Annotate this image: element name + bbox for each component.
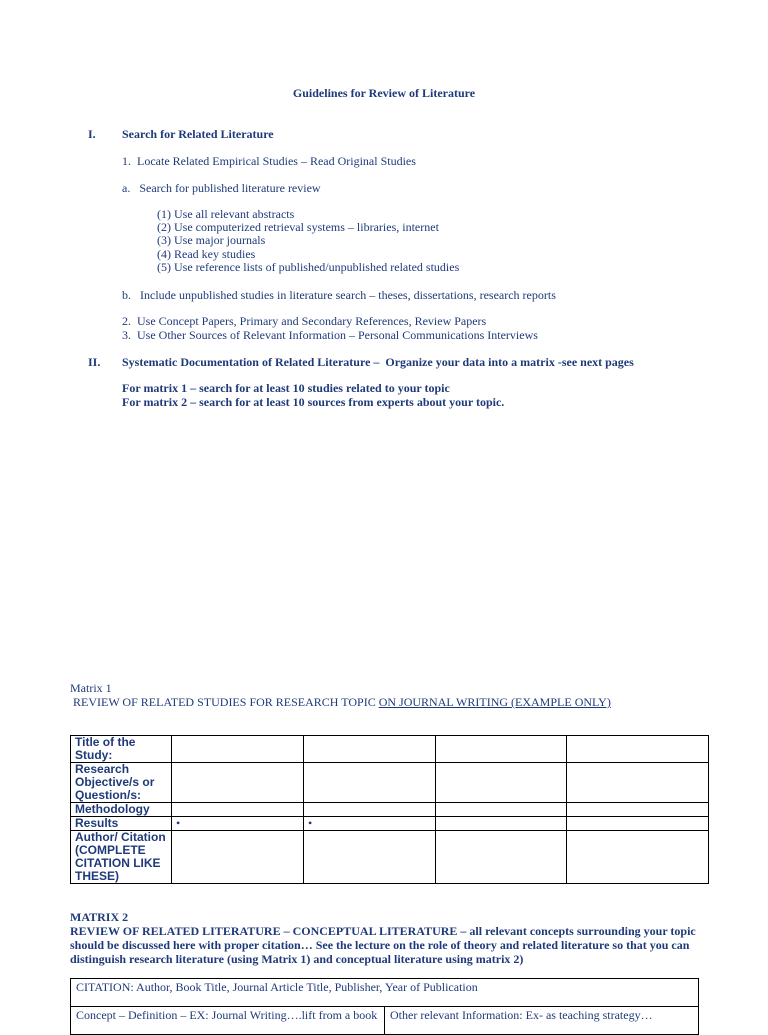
matrix-2-description: REVIEW OF RELATED LITERATURE – CONCEPTUAL LITERATURE – all relevant concepts surrounding your topic should be discussed here with proper citation… See the lecture on the role of theory and related literature so that you can distinguish research literature (using Matrix 1) and conceptual literature using matrix 2): [70, 924, 696, 966]
row-header-methodology: Methodology: [71, 803, 172, 817]
row-header-objectives: Research Objective/s or Question/s:: [71, 763, 172, 803]
list-item-b: b. Include unpublished studies in literature search – theses, dissertations, research reports: [122, 288, 556, 302]
table-row-results: [71, 817, 709, 831]
page-title: Guidelines for Review of Literature: [292, 86, 476, 100]
table-cell: [172, 831, 304, 884]
table-cell: [567, 831, 709, 884]
section-2-heading: Systematic Documentation of Related Literature – Organize your data into a matrix -see next pages: [122, 355, 634, 369]
table-cell: [304, 763, 436, 803]
section-2-numeral: II.: [88, 355, 101, 369]
matrix-1-table: [70, 735, 709, 884]
sub-item-3: (3) Use major journals: [157, 233, 266, 248]
citation-row: CITATION: Author, Book Title, Journal Article Title, Publisher, Year of Publication: [71, 979, 699, 1007]
list-item-a: a. Search for published literature review: [122, 181, 321, 195]
matrix-2-label: MATRIX 2: [70, 910, 129, 924]
table-cell: [436, 817, 567, 831]
matrix-2-table: [70, 978, 699, 1035]
matrix-1-heading: [73, 695, 611, 709]
list-item-3: 3. Use Other Sources of Relevant Information – Personal Communications Interviews: [122, 328, 538, 342]
sub-list: [157, 208, 459, 274]
bullet-cell: •: [304, 817, 436, 831]
table-cell: [304, 736, 436, 763]
sub-item-2: (2) Use computerized retrieval systems – libraries, internet: [157, 220, 439, 235]
matrix-1-note: For matrix 1 – search for at least 10 studies related to your topic: [122, 381, 450, 395]
list-item-2: 2. Use Concept Papers, Primary and Secondary References, Review Papers: [122, 314, 487, 328]
matrix-1-heading-text: REVIEW OF RELATED STUDIES FOR RESEARCH TOPIC: [73, 695, 379, 709]
table-cell: [304, 803, 436, 817]
table-row-methodology: [71, 803, 709, 817]
table-cell: [436, 831, 567, 884]
table-cell: [567, 817, 709, 831]
concept-cell: Concept – Definition – EX: Journal Writing….lift from a book: [71, 1007, 385, 1035]
table-cell: [567, 763, 709, 803]
table-cell: [436, 763, 567, 803]
table-row: [71, 1007, 699, 1035]
sub-item-4: (4) Read key studies: [157, 246, 256, 261]
table-cell: [172, 736, 304, 763]
row-header-results: Results: [71, 817, 172, 831]
table-row-citation: [71, 831, 709, 884]
list-item-1: 1. Locate Related Empirical Studies – Read Original Studies: [122, 154, 416, 168]
table-cell: [172, 763, 304, 803]
matrix-1-label: Matrix 1: [70, 681, 112, 695]
table-row: [71, 979, 699, 1007]
matrix-2-note: For matrix 2 – search for at least 10 sources from experts about your topic.: [122, 395, 505, 409]
row-header-citation: Author/ Citation (COMPLETE CITATION LIKE THESE): [71, 831, 172, 884]
other-info-cell: Other relevant Information: Ex- as teaching strategy…: [385, 1007, 699, 1035]
table-row-title: [71, 736, 709, 763]
table-cell: [567, 736, 709, 763]
row-header-title: Title of the Study:: [71, 736, 172, 763]
section-1-numeral: I.: [88, 127, 96, 141]
table-cell: [436, 736, 567, 763]
section-1-heading: Search for Related Literature: [122, 127, 274, 141]
table-cell: [304, 831, 436, 884]
table-row-objectives: [71, 763, 709, 803]
sub-item-1: (1) Use all relevant abstracts: [157, 207, 295, 221]
bullet-cell: •: [172, 817, 304, 831]
matrix-2-intro: [70, 910, 710, 966]
table-cell: [172, 803, 304, 817]
matrix-1-heading-topic: ON JOURNAL WRITING (EXAMPLE ONLY): [378, 695, 611, 709]
sub-item-5: (5) Use reference lists of published/unpublished related studies: [157, 259, 460, 274]
table-cell: [567, 803, 709, 817]
table-cell: [436, 803, 567, 817]
